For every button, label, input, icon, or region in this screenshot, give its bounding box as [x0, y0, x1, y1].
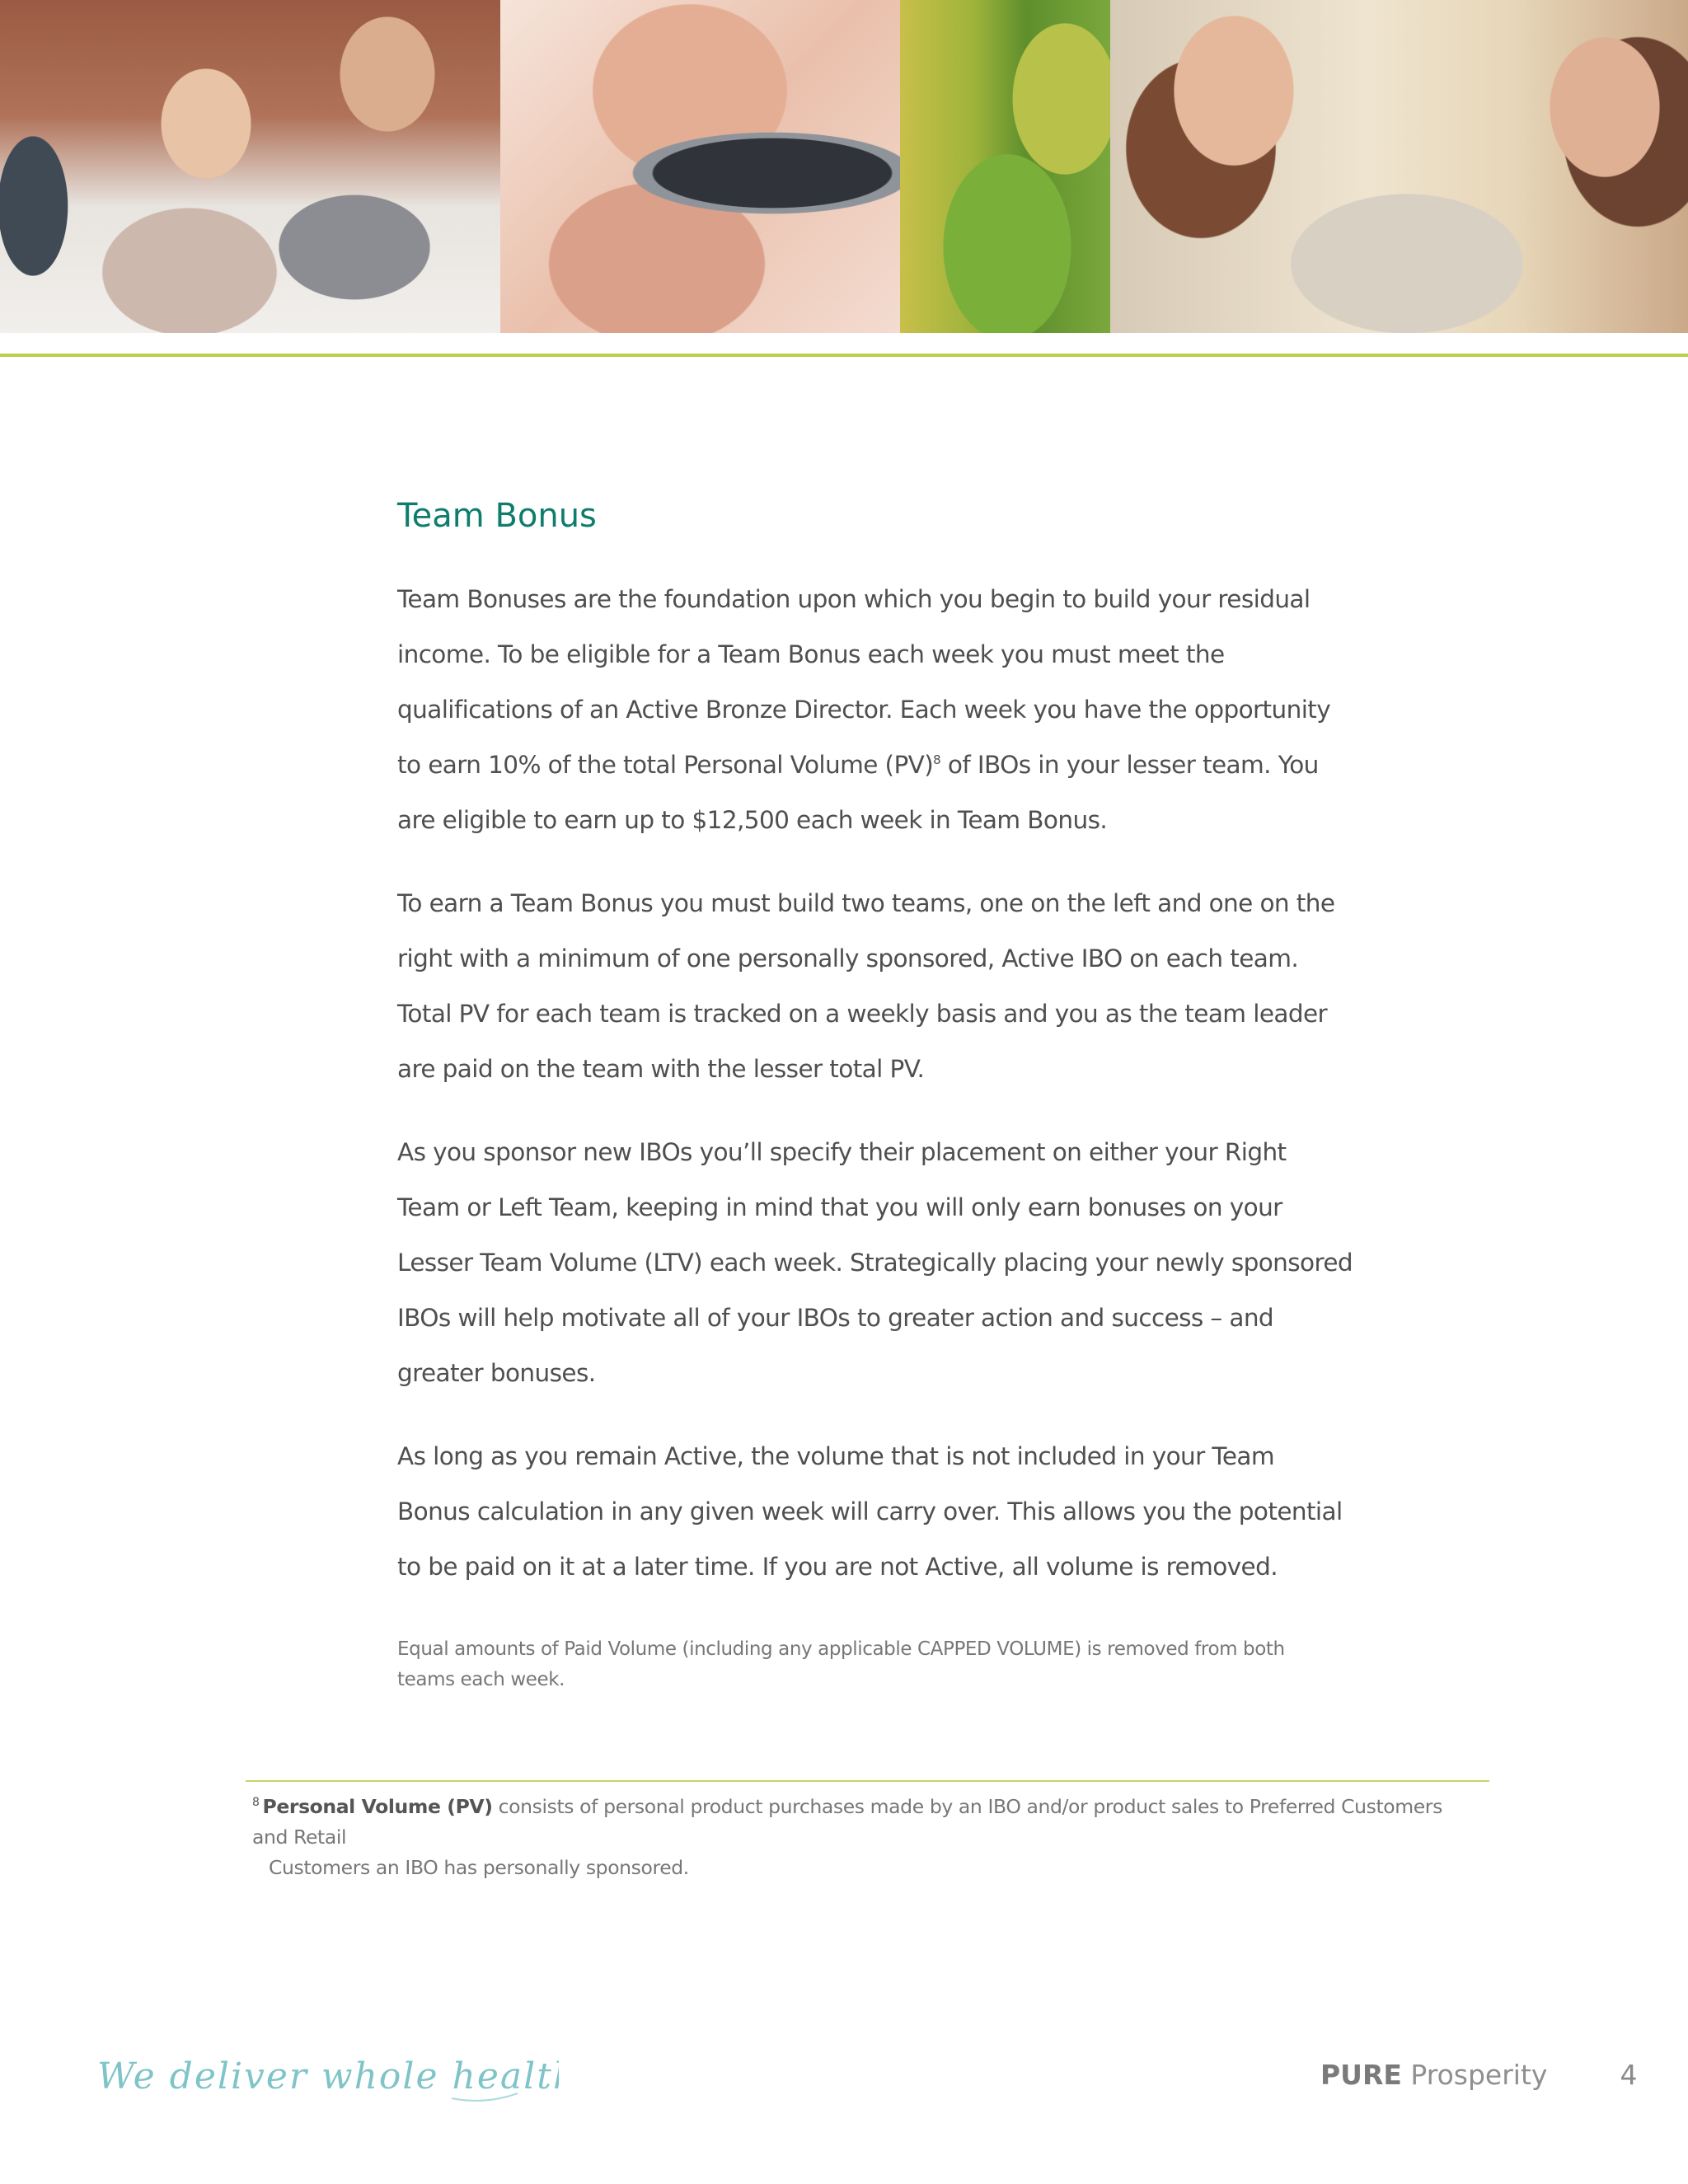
tagline-logo — [97, 2041, 559, 2115]
header-accent-line — [0, 354, 1688, 357]
section-title: Team Bonus — [397, 497, 597, 535]
footnote-text: consists of personal product purchases made by an IBO and/or product sales to Preferred Customers and Retail — [252, 1795, 1442, 1849]
tagline-text: We deliver whole health — [97, 2055, 559, 2097]
paragraph-2: To earn a Team Bonus you must build two teams, one on the left and one on the right with a minimum of one personally sponsored, Active IBO on each team. Total PV for each team is tracked on a weekly basis and you as the team leader are paid on the team with the lesser total PV. — [397, 889, 1335, 1083]
laughing-women-photo — [1110, 0, 1688, 333]
brand-name — [1320, 2055, 1547, 2095]
paragraph-3: As you sponsor new IBOs you’ll specify their placement on either your Right Team or Left Team, keeping in mind that you will only earn bonuses on your Lesser Team Volume (LTV) each week. Strategically placing your newly sponsored IBOs will help motivate all of your IBOs to greater action and success – and greater bonuses. — [397, 1138, 1353, 1387]
paragraph-1-text-cont: of IBOs in your lesser team. You are eligible to earn up to $12,500 each week in Team Bonus. — [397, 751, 1319, 834]
footnote-ref-8[interactable]: 8 — [933, 752, 941, 768]
footnote-text-cont: Customers an IBO has personally sponsored. — [269, 1856, 689, 1879]
paragraph-1-text: Team Bonuses are the foundation upon which you begin to build your residual income. To be eligible for a Team Bonus each week you must meet the qualifications of an Active Bronze Director. Each week you have the opportunity to earn 10% of the total Personal Volume (PV) — [397, 585, 1331, 779]
footnote — [252, 1792, 1472, 1883]
paragraph-1 — [397, 572, 1353, 848]
paragraph-4: As long as you remain Active, the volume that is not included in your Team Bonus calculation in any given week will carry over. This allows you the potential to be paid on it at a later time. If you are not Active, all volume is removed. — [397, 1442, 1343, 1581]
smartphone-hands-photo — [500, 0, 900, 333]
footnote-mark: 8 — [252, 1796, 260, 1810]
brand-light: Prosperity — [1401, 2059, 1548, 2091]
footnote-term: Personal Volume (PV) — [262, 1795, 493, 1818]
volume-note: Equal amounts of Paid Volume (including any applicable CAPPED VOLUME) is removed from both teams each week. — [397, 1638, 1285, 1690]
brand-strong: PURE — [1320, 2059, 1402, 2091]
green-blur-photo — [900, 0, 1110, 333]
header-photo-strip — [0, 0, 1688, 333]
tagline-script — [97, 2041, 559, 2115]
main-content — [397, 491, 1353, 1695]
business-meeting-photo — [0, 0, 500, 333]
footnote-divider — [246, 1780, 1489, 1782]
page-number: 4 — [1620, 2059, 1638, 2091]
